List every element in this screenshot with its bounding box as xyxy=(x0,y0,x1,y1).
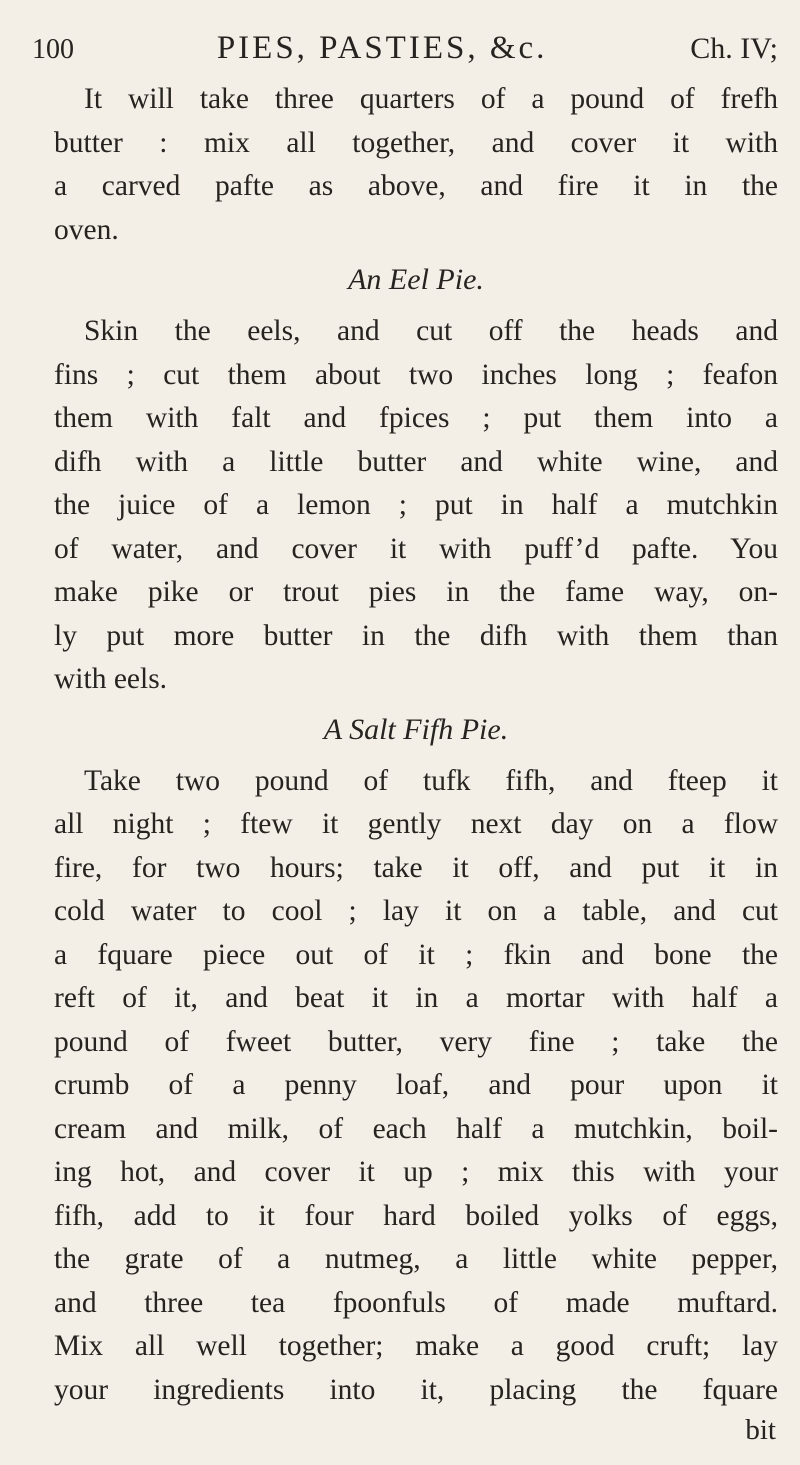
text-line: a carved pafte as above, and fire it in the xyxy=(54,170,778,202)
running-title: PIES, PASTIES, &c. xyxy=(216,30,548,66)
text-line: Mix all well together; make a good cruft; lay xyxy=(54,1330,778,1362)
text-line: fins ; cut them about two inches long ; feafon xyxy=(54,358,778,391)
text-line: butter : mix all together, and cover it with xyxy=(54,126,778,159)
text-line: difh with a little butter and white wine, and xyxy=(54,445,778,478)
text-line: all night ; ftew it gently next day on a flow xyxy=(54,808,778,840)
text-line: the juice of a lemon ; put in half a mutchkin xyxy=(54,489,778,521)
eel-pie-paragraph xyxy=(54,310,778,702)
text-line: cold water to cool ; lay it on a table, and cut xyxy=(54,895,778,927)
text-line: It will take three quarters of a pound of frefh xyxy=(84,83,778,115)
text-line: a fquare piece out of it ; fkin and bone the xyxy=(54,938,778,971)
text-line: reft of it, and beat it in a mortar with half a xyxy=(54,982,778,1014)
text-line: fire, for two hours; take it off, and put it in xyxy=(54,851,778,884)
text-line: the grate of a nutmeg, a little white pepper, xyxy=(54,1243,778,1275)
section-heading-eel-pie: An Eel Pie. xyxy=(348,263,484,296)
text-line: crumb of a penny loaf, and pour upon it xyxy=(54,1069,778,1101)
text-line: Take two pound of tufk fifh, and fteep it xyxy=(84,764,778,797)
text-line: cream and milk, of each half a mutchkin, boil- xyxy=(54,1112,778,1145)
text-line: of water, and cover it with puff’d pafte. You xyxy=(54,532,778,565)
text-line: them with falt and fpices ; put them into a xyxy=(54,402,778,434)
text-line: Skin the eels, and cut off the heads and xyxy=(84,315,778,347)
text-line: with eels. xyxy=(54,663,168,695)
text-line: ly put more butter in the difh with them than xyxy=(54,619,778,652)
section-heading-salt-fish-pie: A Salt Fifh Pie. xyxy=(323,712,509,746)
catchword: bit xyxy=(745,1414,776,1446)
intro-paragraph xyxy=(54,78,778,252)
text-line: make pike or trout pies in the fame way, on- xyxy=(54,576,778,608)
running-head xyxy=(32,30,778,78)
text-line: your ingredients into it, placing the fquare xyxy=(54,1373,778,1406)
page-number: 100 xyxy=(32,34,74,65)
text-line: fifh, add to it four hard boiled yolks of eggs, xyxy=(54,1199,778,1232)
text-line: pound of fweet butter, very fine ; take the xyxy=(54,1025,778,1058)
text-line: and three tea fpoonfuls of made muftard. xyxy=(54,1286,778,1319)
salt-fish-pie-paragraph xyxy=(54,760,778,1413)
text-line: oven. xyxy=(54,213,119,246)
chapter-label: Ch. IV; xyxy=(690,32,778,65)
text-line: ing hot, and cover it up ; mix this with your xyxy=(54,1156,778,1188)
